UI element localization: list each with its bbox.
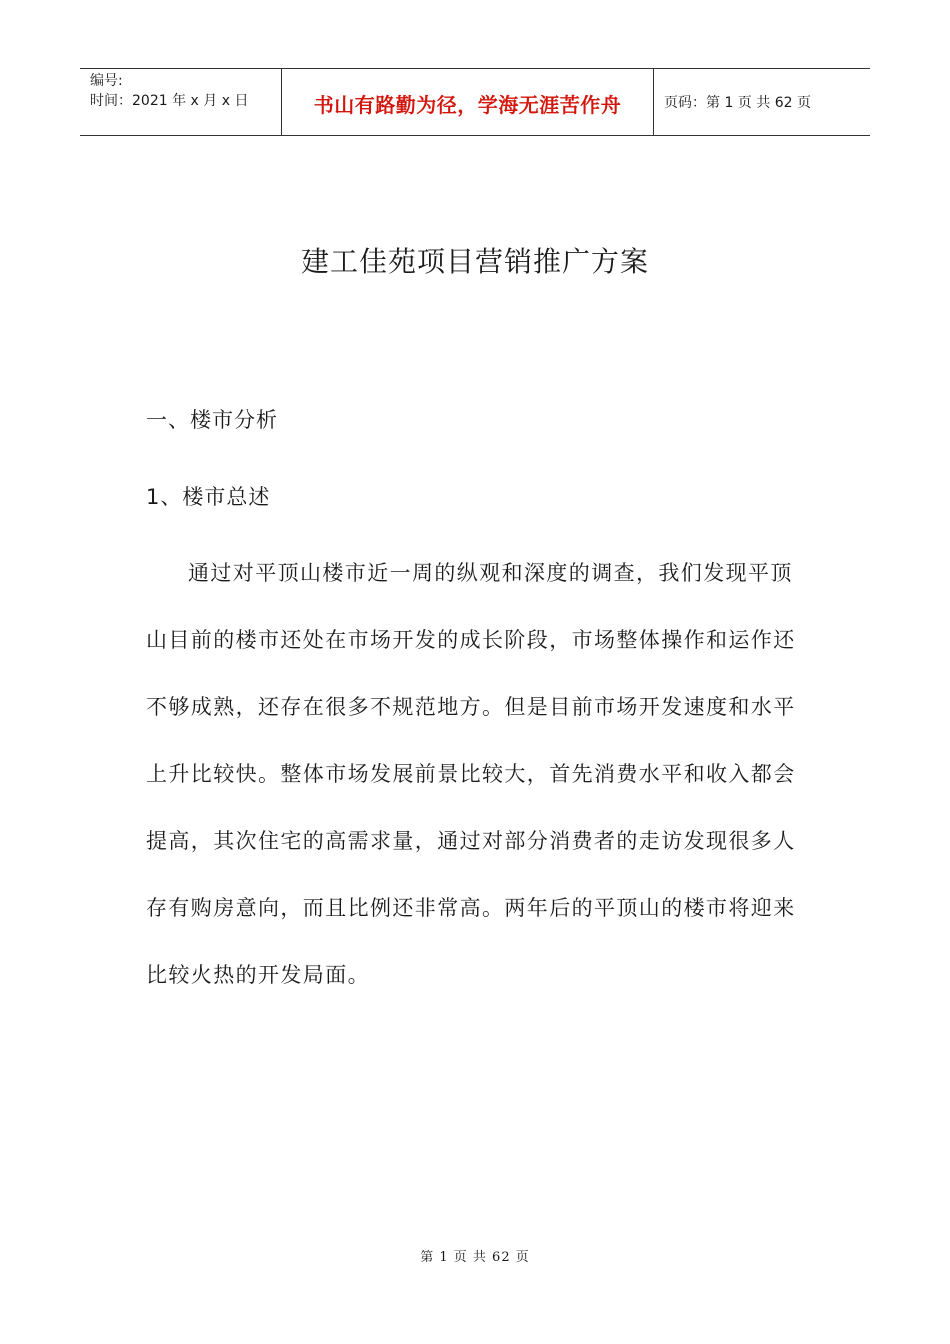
page-footer: 第 1 页 共 62 页 — [420, 1250, 530, 1265]
body-paragraph — [146, 546, 812, 1015]
paragraph-line: 提高，其次住宅的高需求量，通过对部分消费者的走访发现很多人 — [146, 829, 796, 853]
number-label: 编号: — [90, 73, 123, 89]
paragraph-line: 不够成熟，还存在很多不规范地方。但是目前市场开发速度和水平 — [146, 695, 796, 719]
paragraph-line: 通过对平顶山楼市近一周的纵观和深度的调查，我们发现平顶 — [188, 561, 793, 585]
header-motto-cell — [282, 69, 654, 135]
header-meta-cell — [80, 69, 282, 135]
paragraph-line: 山目前的楼市还处在市场开发的成长阶段，市场整体操作和运作还 — [146, 628, 796, 652]
section-heading: 一、楼市分析 — [146, 408, 278, 432]
subsection-heading: 1、楼市总述 — [146, 485, 271, 509]
document-header — [80, 68, 870, 136]
page-info: 页码：第 1 页 共 62 页 — [664, 95, 811, 111]
document-title: 建工佳苑项目营销推广方案 — [300, 245, 649, 278]
paragraph-line: 存有购房意向，而且比例还非常高。两年后的平顶山的楼市将迎来 — [146, 896, 796, 920]
paragraph-line: 比较火热的开发局面。 — [146, 963, 370, 987]
header-page-cell — [654, 69, 870, 135]
motto-text: 书山有路勤为径，学海无涯苦作舟 — [313, 93, 622, 117]
paragraph-line: 上升比较快。整体市场发展前景比较大，首先消费水平和收入都会 — [146, 762, 796, 786]
time-label: 时间：2021 年 x 月 x 日 — [90, 93, 249, 109]
